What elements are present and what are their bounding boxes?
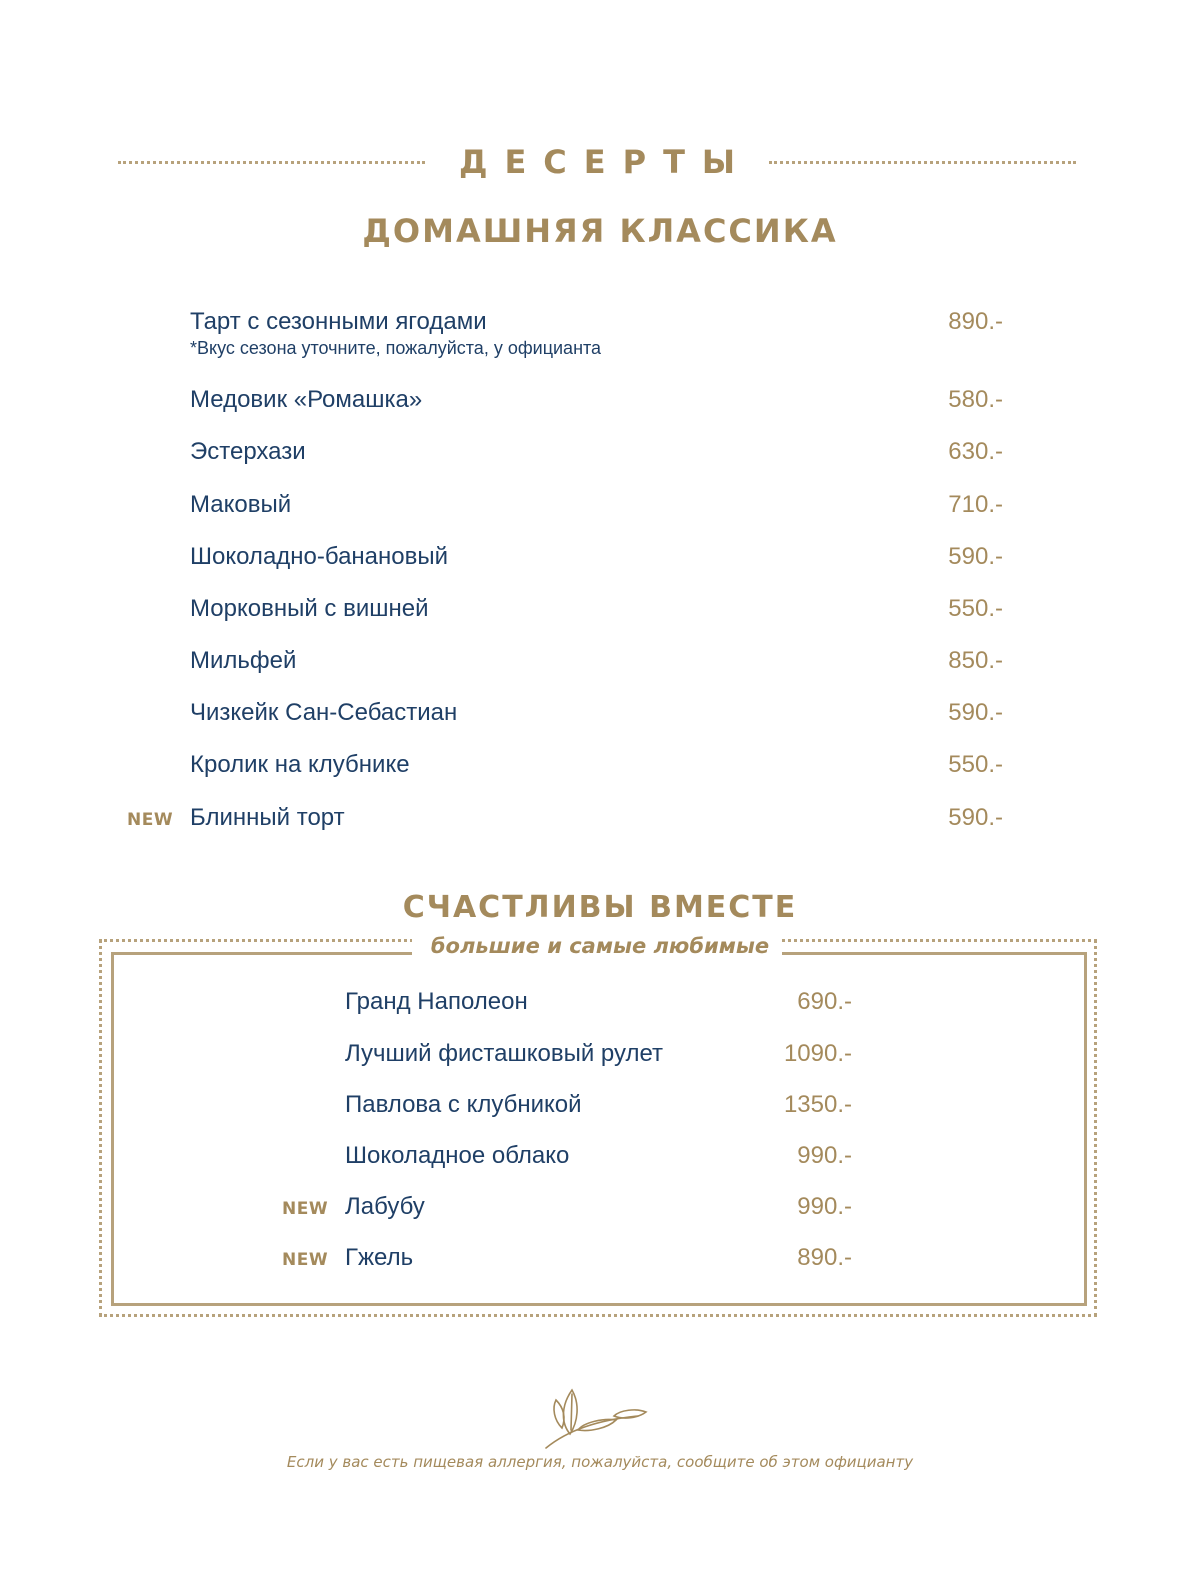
menu-item [0,987,1200,1021]
allergy-note: Если у вас есть пищевая аллергия, пожалуйста, сообщите об этом официанту [286,1453,914,1471]
item-name: Мильфей [190,647,297,674]
new-badge: NEW [127,810,174,830]
item-name: Маковый [190,491,292,518]
item-price: 590.- [948,699,1003,726]
item-price: 890.- [797,1244,852,1271]
item-price: 890.- [948,308,1003,335]
section-title-classic: ДОМАШНЯЯ КЛАССИКА [362,212,838,250]
dotted-divider-right [769,161,1076,164]
item-name: Морковный с вишней [190,595,429,622]
item-price: 630.- [948,438,1003,465]
section-subtitle: большие и самые любимые [430,934,770,958]
item-name: Павлова с клубникой [345,1091,582,1118]
item-name: Кролик на клубнике [190,751,410,778]
new-badge: NEW [282,1199,329,1219]
item-name: Лучший фисташковый рулет [345,1040,664,1067]
section-title-together: СЧАСТЛИВЫ ВМЕСТЕ [402,890,798,925]
item-price: 690.- [797,988,852,1015]
menu-item [0,1243,1200,1277]
item-price: 580.- [948,386,1003,413]
leaf-branch-icon [538,1382,654,1452]
menu-item [0,1039,1200,1073]
menu-item [0,750,1200,784]
menu-item [0,307,1200,358]
menu-item [0,594,1200,628]
item-name: Чизкейк Сан-Себастиан [190,699,458,726]
item-price: 550.- [948,751,1003,778]
new-badge: NEW [282,1250,329,1270]
item-price: 550.- [948,595,1003,622]
item-name: Лабубу [345,1193,425,1220]
item-name: Гжель [345,1244,414,1271]
item-price: 590.- [948,804,1003,831]
item-name: Тарт с сезонными ягодами [190,308,487,335]
item-name: Шоколадное облако [345,1142,570,1169]
item-price: 1350.- [783,1091,852,1118]
menu-item [0,1192,1200,1226]
item-price: 590.- [948,543,1003,570]
menu-item [0,437,1200,471]
menu-item [0,698,1200,732]
menu-item [0,490,1200,524]
menu-item [0,803,1200,837]
page-header [118,140,1076,184]
item-price: 850.- [948,647,1003,674]
menu-item [0,542,1200,576]
item-price: 1090.- [783,1040,852,1067]
item-price: 710.- [948,491,1003,518]
item-name: Эстерхази [190,438,306,465]
item-name: Медовик «Ромашка» [190,386,423,413]
item-note: *Вкус сезона уточните, пожалуйста, у официанта [190,338,602,358]
item-name: Блинный торт [190,804,345,831]
menu-item [0,646,1200,680]
dotted-divider-left [118,161,425,164]
item-name: Шоколадно-банановый [190,543,449,570]
menu-item [0,1090,1200,1124]
item-price: 990.- [797,1142,852,1169]
item-name: Гранд Наполеон [345,988,528,1015]
menu-item [0,1141,1200,1175]
item-price: 990.- [797,1193,852,1220]
page-title: ДЕСЕРТЫ [458,143,753,181]
menu-item [0,385,1200,419]
